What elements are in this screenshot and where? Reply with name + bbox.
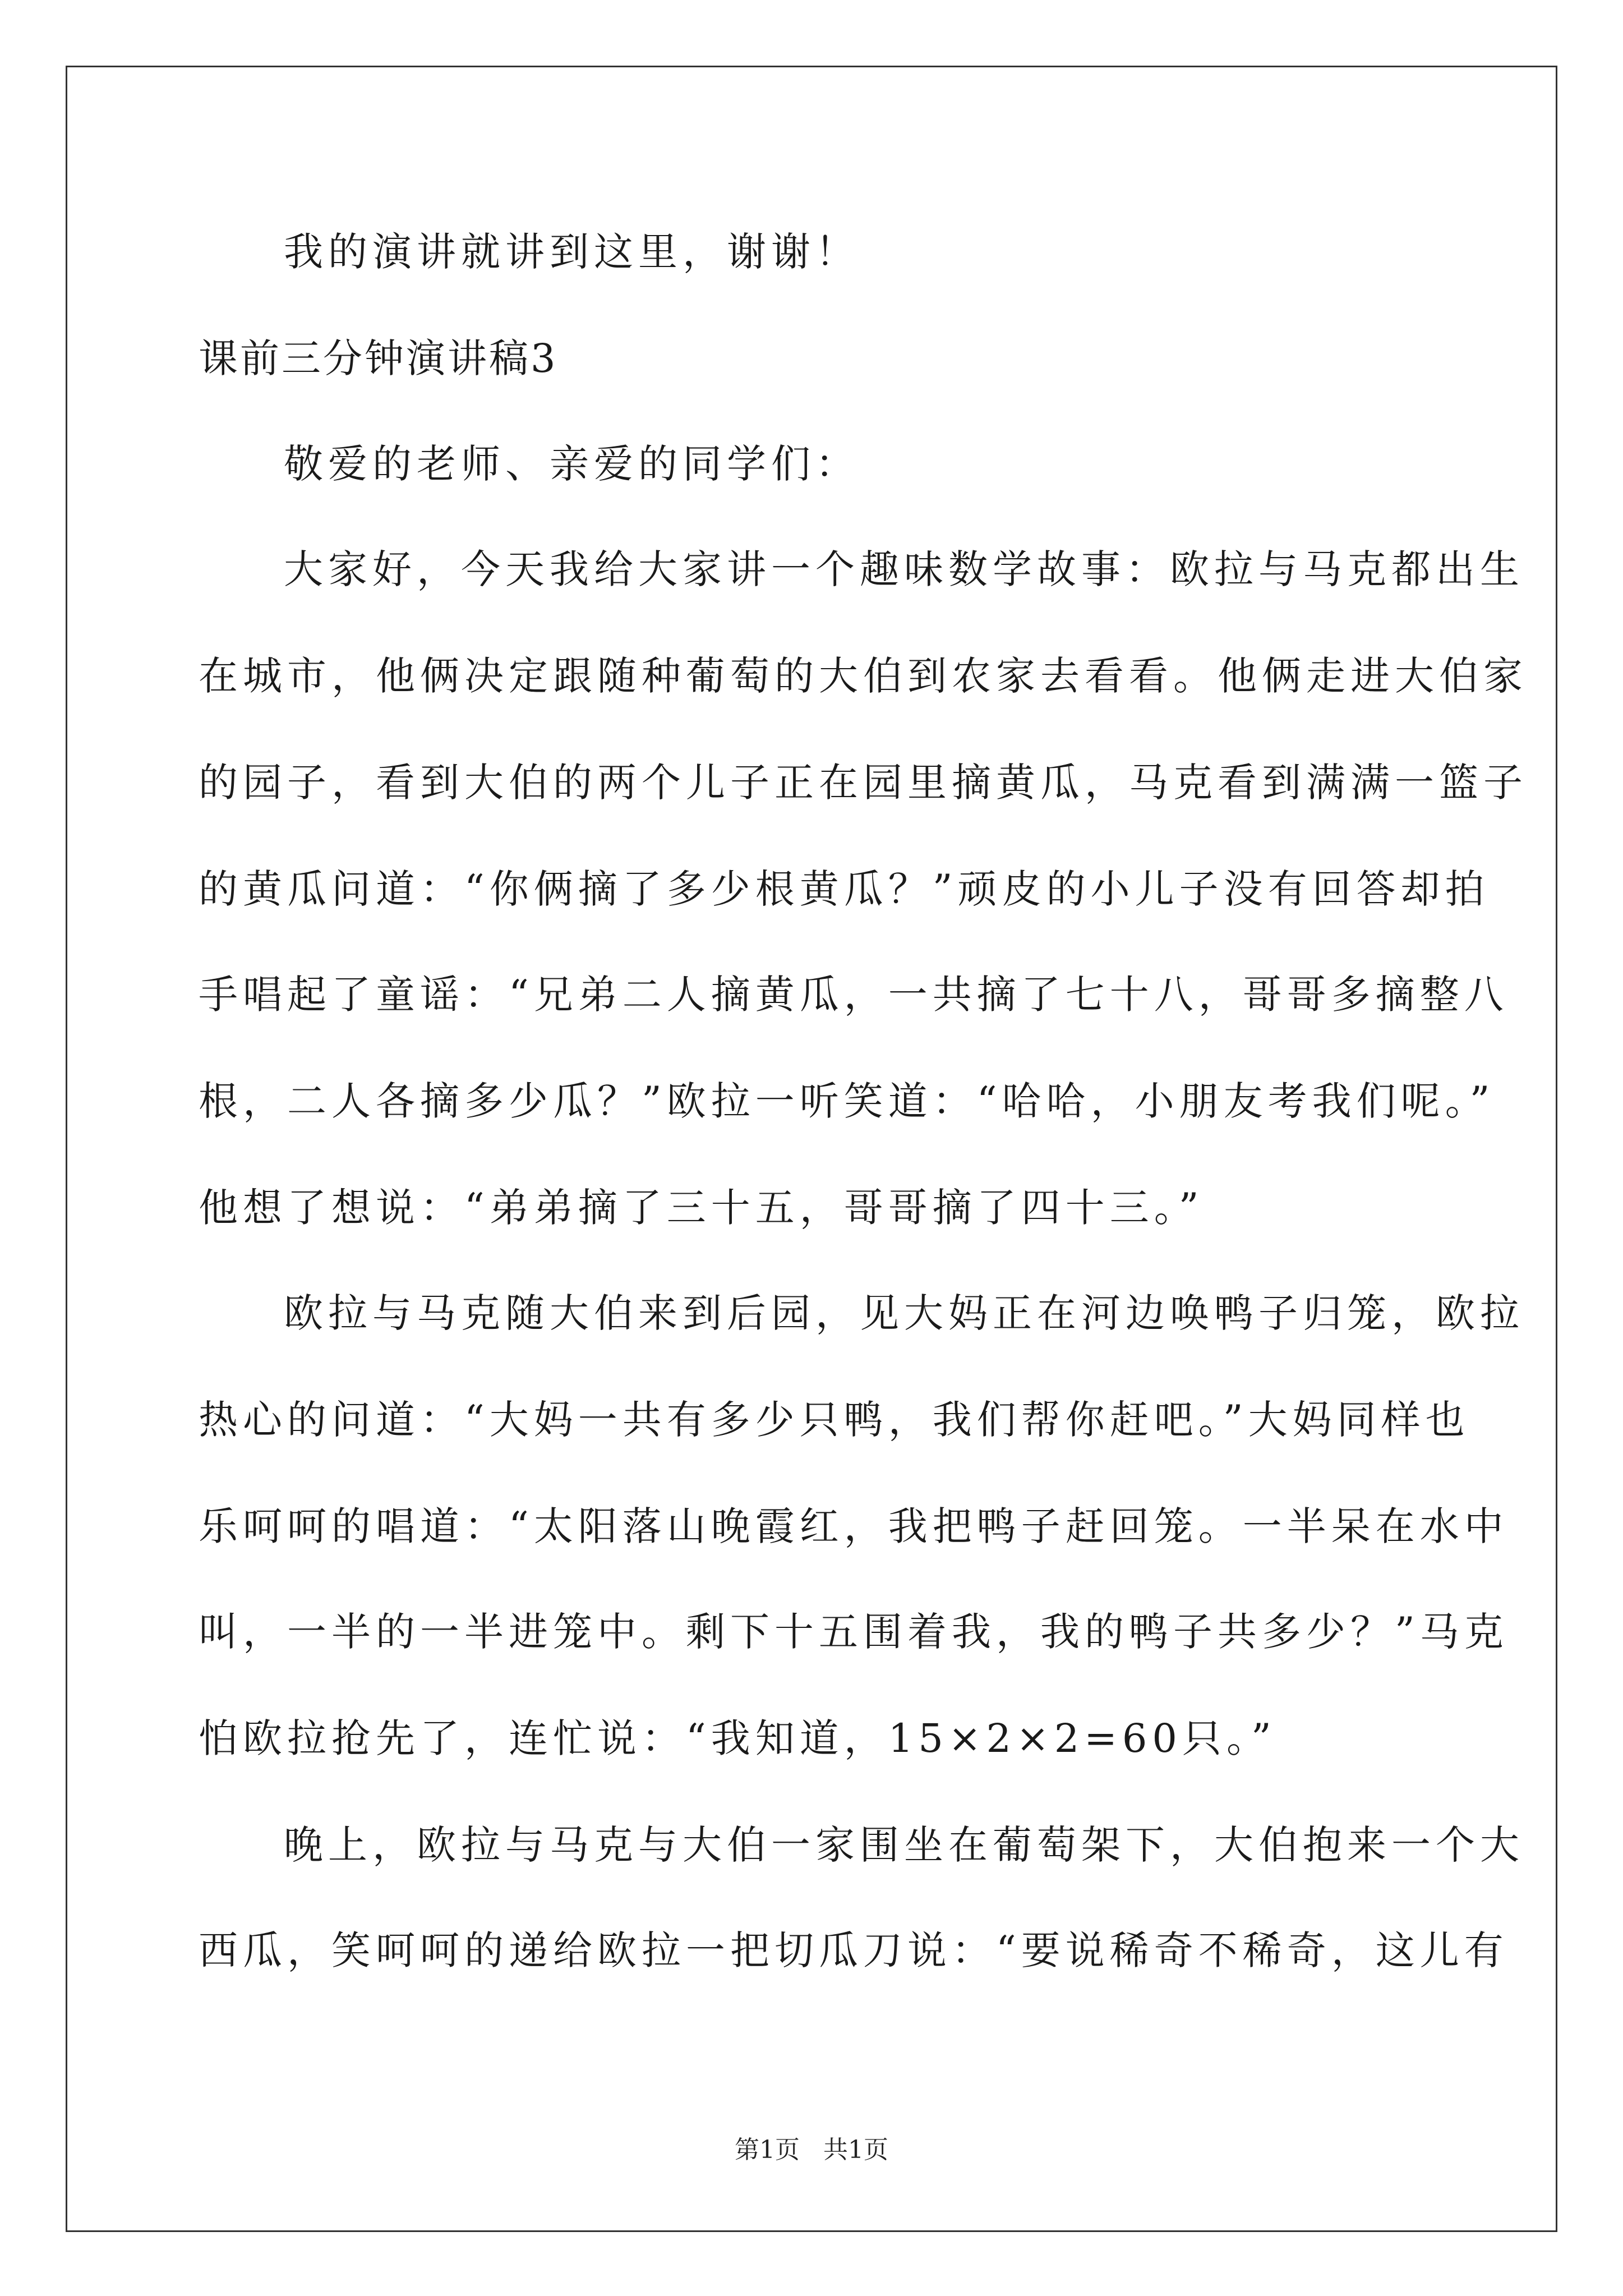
salutation: 敬爱的老师、亲爱的同学们： [284,441,860,487]
paragraph-3-line-2: 西瓜，笑呵呵的递给欧拉一把切瓜刀说：“要说稀奇不稀奇，这儿有 [199,1927,1509,1973]
page-border [66,66,1557,2232]
paragraph-1-line-3: 的园子，看到大伯的两个儿子正在园里摘黄瓜，马克看到满满一篮子 [199,760,1528,806]
page-footer: 第1页 共1页 [735,2136,888,2164]
paragraph-2-line-4: 叫，一半的一半进笼中。剩下十五围着我，我的鸭子共多少？”马克 [199,1609,1509,1655]
paragraph-2-line-5: 怕欧拉抢先了，连忙说：“我知道，15×2×2=60只。” [199,1715,1276,1761]
paragraph-1-line-4: 的黄瓜问道：“你俩摘了多少根黄瓜？”顽皮的小儿子没有回答却拍 [199,866,1490,912]
paragraph-2-line-3: 乐呵呵的唱道：“太阳落山晚霞红，我把鸭子赶回笼。一半呆在水中 [199,1503,1509,1549]
paragraph-2-line-1: 欧拉与马克随大伯来到后园，见大妈正在河边唤鸭子归笼，欧拉 [284,1290,1524,1336]
paragraph-1-line-6: 根，二人各摘多少瓜？”欧拉一听笑道：“哈哈，小朋友考我们呢。” [199,1078,1495,1124]
paragraph-2-line-2: 热心的问道：“大妈一共有多少只鸭，我们帮你赶吧。”大妈同样也 [199,1397,1470,1443]
section-heading: 课前三分钟演讲稿3 [199,335,558,381]
paragraph-1-line-1: 大家好，今天我给大家讲一个趣味数学故事：欧拉与马克都出生 [284,546,1524,592]
paragraph-1-line-5: 手唱起了童谣：“兄弟二人摘黄瓜，一共摘了七十八，哥哥多摘整八 [199,972,1509,1018]
paragraph-1-line-7: 他想了想说：“弟弟摘了三十五，哥哥摘了四十三。” [199,1185,1204,1231]
closing-line: 我的演讲就讲到这里，谢谢！ [284,229,860,275]
paragraph-1-line-2: 在城市，他俩决定跟随种葡萄的大伯到农家去看看。他俩走进大伯家 [199,653,1528,699]
paragraph-3-line-1: 晚上，欧拉与马克与大伯一家围坐在葡萄架下，大伯抱来一个大 [284,1822,1524,1868]
